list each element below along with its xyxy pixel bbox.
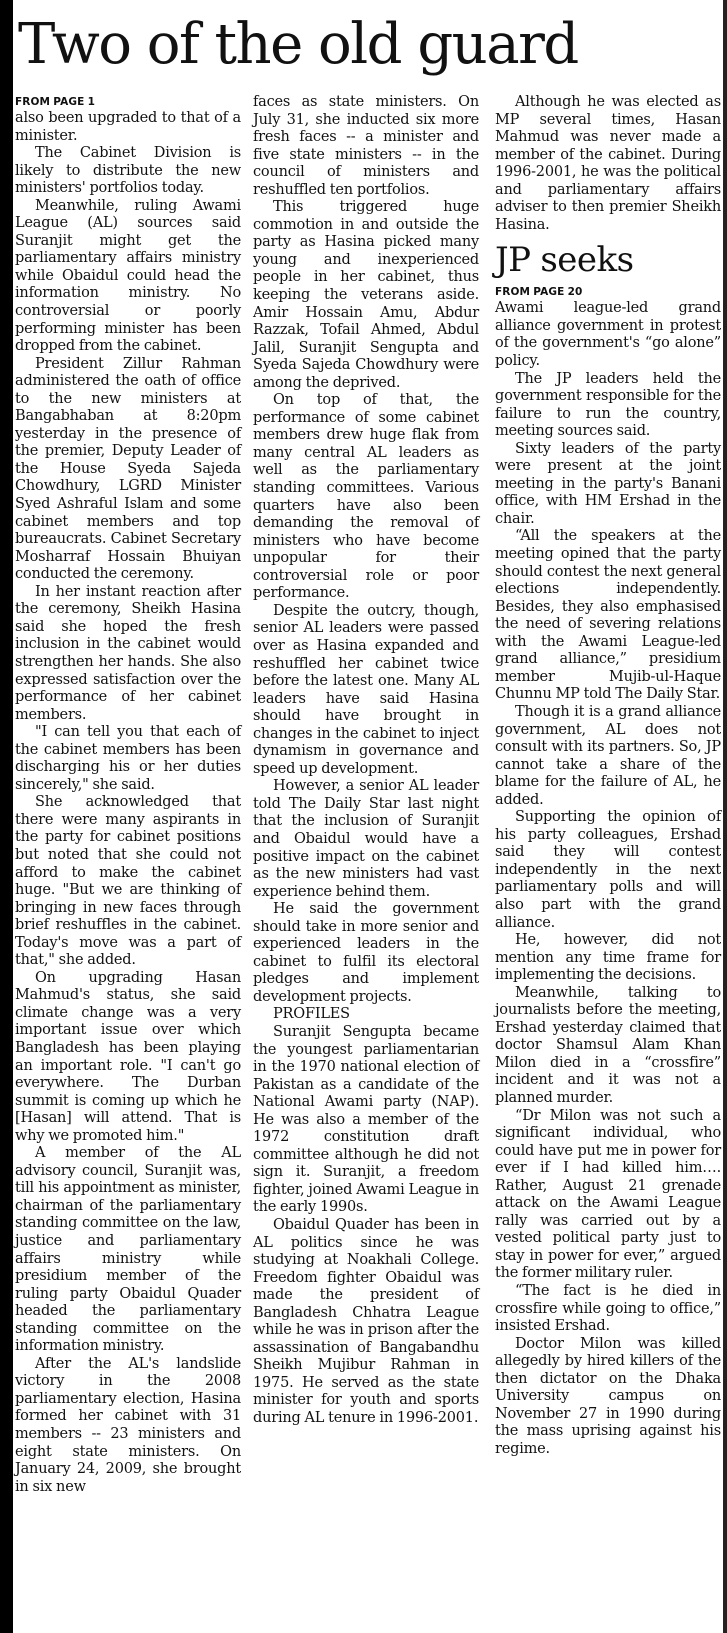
paragraph: She acknowledged that there were many aspirants in the party for cabinet positions but noted that she could not afford to make the cabinet huge. "But we are thinking of bringing in new faces through brief reshuffles in the cabinet. Today's move was a part of that," she added. xyxy=(15,794,241,969)
paragraph: faces as state ministers. On July 31, she inducted six more fresh faces -- a minister and five state ministers -- in the council of ministers and reshuffled ten portfolios. xyxy=(253,94,479,198)
paragraph: The JP leaders held the government responsible for the failure to run the country, meeting sources said. xyxy=(495,370,721,440)
paragraph: He, however, did not mention any time frame for implementing the decisions. xyxy=(495,932,721,984)
paragraph: Supporting the opinion of his party colleagues, Ershad said they will contest independently in the next parliamentary polls and will also part with the grand alliance. xyxy=(495,809,721,931)
right-margin-bar xyxy=(723,0,727,1633)
paragraph: Though it is a grand alliance government, AL does not consult with its partners. So, JP cannot take a share of the blame for the failure of AL, he added. xyxy=(495,703,721,808)
jump-kicker: FROM PAGE 20 xyxy=(495,286,583,299)
left-margin-bar xyxy=(0,0,13,1633)
page-headline: Two of the old guard xyxy=(18,12,578,77)
paragraph: “The fact is he died in crossfire while going to office,” insisted Ershad. xyxy=(495,1283,721,1335)
paragraph: Doctor Milon was killed allegedly by hired killers of the then dictator on the Dhaka University campus on November 27 in 1990 during the mass uprising against his regime. xyxy=(495,1335,721,1457)
paragraph: After the AL's landslide victory in the 2008 parliamentary election, Hasina formed her cabinet with 31 members -- 23 ministers and eight state ministers. On January 24, 2009, she brought in six new xyxy=(15,1355,241,1495)
paragraph: "I can tell you that each of the cabinet members has been discharging his or her duties sincerely," she said. xyxy=(15,724,241,793)
paragraph: Despite the outcry, though, senior AL leaders were passed over as Hasina expanded and reshuffled her cabinet twice before the latest one. Many AL leaders have said Hasina should have brought in changes in the cabinet to inject dynamism in governance and speed up development. xyxy=(253,602,479,777)
paragraph: Although he was elected as MP several times, Hasan Mahmud was never made a member of the cabinet. During 1996-2001, he was the political and parliamentary affairs adviser to then premier Sheikh Hasina. xyxy=(495,94,721,233)
jump-kicker: FROM PAGE 1 xyxy=(15,96,95,108)
paragraph: “Dr Milon was not such a significant individual, who could have put me in power for ever if I had killed him…. Rather, August 21 grenade attack on the Awami League rally was carried out by a vested political party just to stay in power for ever,” argued the former military ruler. xyxy=(495,1107,721,1282)
column-2 xyxy=(253,94,479,1428)
paragraph: Obaidul Quader has been in AL politics since he was studying at Noakhali College. Freedom fighter Obaidul was made the president of Bangladesh Chhatra League while he was in prison after the assassination of Bangabandhu Sheikh Mujibur Rahman in 1975. He served as the state minister for youth and sports during AL tenure in 1996-2001. xyxy=(253,1217,479,1427)
paragraph: He said the government should take in more senior and experienced leaders in the cabinet to fulfil its electoral pledges and implement development projects. xyxy=(253,901,479,1005)
paragraph: Meanwhile, ruling Awami League (AL) sources said Suranjit might get the parliamentary affairs ministry while Obaidul could head the information ministry. No controversial or poorly performing minister has been dropped from the cabinet. xyxy=(15,197,241,355)
paragraph: This triggered huge commotion in and outside the party as Hasina picked many young and inexperienced people in her cabinet, thus keeping the veterans aside. Amir Hossain Amu, Abdur Razzak, Tofail Ahmed, Abdul Jalil, Suranjit Sengupta and Syeda Sajeda Chowdhury were among the deprived. xyxy=(253,199,479,391)
paragraph: Suranjit Sengupta became the youngest parliamentarian in the 1970 national election of Pakistan as a candidate of the National Awami party (NAP). He was also a member of the 1972 constitution draft committee although he did not sign it. Suranjit, a freedom fighter, joined Awami League in the early 1990s. xyxy=(253,1023,479,1216)
paragraph: Awami league-led grand alliance government in protest of the government's “go alone” policy. xyxy=(495,300,721,370)
column-3 xyxy=(495,94,721,1458)
paragraph: In her instant reaction after the ceremony, Sheikh Hasina said she hoped the fresh inclusion in the cabinet would strengthen her hands. She also expressed satisfaction over the performance of her cabinet members. xyxy=(15,583,241,723)
paragraph: “All the speakers at the meeting opined that the party should contest the next general elections independently. Besides, they also emphasised the need of severing relations with the Awami League-led grand alliance,” presidium member Mujib-ul-Haque Chunnu MP told The Daily Star. xyxy=(495,528,721,703)
paragraph: also been upgraded to that of a minister. xyxy=(15,110,241,144)
paragraph: Sixty leaders of the party were present at the joint meeting in the party's Banani office, with HM Ershad in the chair. xyxy=(495,440,721,527)
section-subhead: PROFILES xyxy=(273,1006,350,1023)
paragraph: President Zillur Rahman administered the oath of office to the new ministers at Bangabhaban at 8:20pm yesterday in the presence of the premier, Deputy Leader of the House Syeda Sajeda Chowdhury, LGRD Minister Syed Ashraful Islam and some cabinet members and top bureaucrats. Cabinet Secretary Mosharraf Hossain Bhuiyan conducted the ceremony. xyxy=(15,355,241,583)
paragraph: However, a senior AL leader told The Daily Star last night that the inclusion of Suranjit and Obaidul would have a positive impact on the cabinet as the new ministers had vast experience behind them. xyxy=(253,778,479,900)
column-1 xyxy=(15,94,241,1496)
paragraph: On upgrading Hasan Mahmud's status, she said climate change was a very important issue over which Bangladesh has been playing an important role. "I can't go everywhere. The Durban summit is coming up which he [Hasan] will attend. That is why we promoted him." xyxy=(15,969,241,1144)
story-headline: JP seeks xyxy=(495,240,634,281)
paragraph: Meanwhile, talking to journalists before the meeting, Ershad yesterday claimed that doctor Shamsul Alam Khan Milon died in a “crossfire” incident and it was not a planned murder. xyxy=(495,984,721,1106)
paragraph: A member of the AL advisory council, Suranjit was, till his appointment as minister, chairman of the parliamentary standing committee on the law, justice and parliamentary affairs ministry while presidium member of the ruling party Obaidul Quader headed the parliamentary standing committee on the information ministry. xyxy=(15,1145,241,1355)
paragraph: The Cabinet Division is likely to distribute the new ministers' portfolios today. xyxy=(15,145,241,197)
paragraph: On top of that, the performance of some cabinet members drew huge flak from many central AL leaders as well as the parliamentary standing committees. Various quarters have also been demanding the removal of ministers who have become unpopular for their controversial role or poor performance. xyxy=(253,392,479,602)
